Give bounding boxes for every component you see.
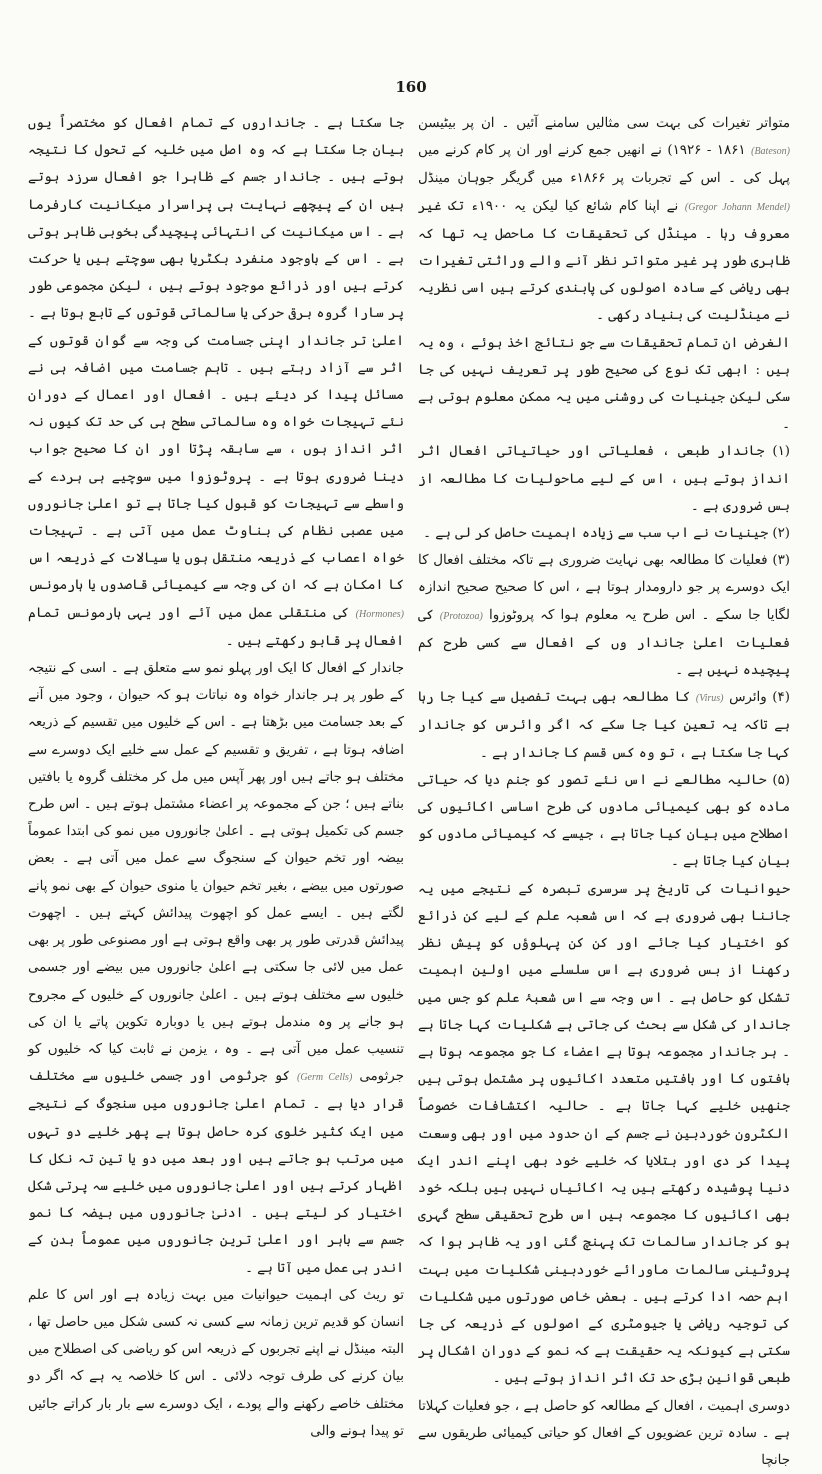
numbered-item: (۲) جینیات نے اب سب سے زیادہ اہمیت حاصل کر لی ہے ۔: [423, 526, 790, 542]
numbered-item: (۵) حالیہ مطالعے نے اس نئے تصور کو جنم دیا کہ حیاتی مادہ کو بھی کیمیائی مادوں کی طرح اساسی اکائیوں کی اصطلاح میں بیان کیا جاتا ہے ، جیسے کہ کیمیائی مادوں کو بیان کیا جاتا ہے ۔: [418, 772, 790, 870]
numbered-item: (۱) جاندار طبعی ، فعلیاتی اور حیاتیاتی افعال اثر انداز ہوتے ہیں ، اس کے لیے ماحولیات کا مطالعہ از بس ضروری ہے ۔: [418, 444, 790, 514]
paragraph: جاندار کے افعال کا ایک اور پہلو نمو سے متعلق ہے ۔ اسی کے نتیجہ کے طور پر ہر جاندار خواہ وہ نباتات ہو کہ حیوان ، وجود میں آنے کے بعد جسامت میں بڑھتا ہے ۔ اس کے خلیوں میں تقسیم کے ذریعہ اضافہ ہوتا ہے ، تفریق و تقسیم کے عمل سے خلیے ایک دوسرے سے مختلف ہو جاتے ہیں اور پھر آپس میں مل کر مختلف گروہ یا بافتیں بناتے ہیں ؛ جن کے مجموعہ پر اعضاء مشتمل ہوتے ہیں ۔ اس طرح جسم کی تکمیل ہوتی ہے ۔ اعلیٰ جانوروں میں نمو کی ابتدا عموماً بیضہ اور تخم حیوان کے سنجوگ سے عمل میں آتی ہے ۔ بعض صورتوں میں بیضے ، بغیر تخم حیوان یا منوی حیوان کے بھی نمو پانے لگتے ہیں ۔ ایسے عمل کو اچھوت پیدائش کہتے ہیں ۔ اچھوت پیدائش قدرتی طور پر بھی واقع ہوتی ہے اور مصنوعی طور پر بھی عمل میں لائی جا سکتی ہے اعلیٰ جانوروں میں بیضے اور جسمی خلیوں سے مختلف ہوتے ہیں ۔ اعلیٰ جانوروں کے خلیوں کے مجروح ہو جانے پر وہ مندمل ہوتے ہیں یا دوبارہ تکوین پاتے یا ان کی تنسیب عمل میں آتی ہے ۔ وہ ، یزمن نے ثابت کیا کہ خلیوں کو جرثومی (Germ Cells) کو جرثومی اور جسمی خلیوں سے مختلف قرار دیا ہے ۔ تمام اعلیٰ جانوروں میں سنجوگ کے نتیجے میں ایک کثیر خلوی کرہ حاصل ہوتا ہے پھر خلیے دو تہوں میں مرتب ہو جاتے ہیں اور بعد میں دو یا تین تہ نکل کا اظہار کرتے ہیں اور اعلیٰ جانوروں میں خلیے سہ پرتی شکل اختیار کر لیتے ہیں ۔ ادنیٰ جانوروں میں بیضہ کا نمو جسم سے باہر اور اعلیٰ ترین جانوروں میں عموماً بدن کے اندر ہی عمل میں آتا ہے ۔: [28, 661, 404, 1276]
english-term: (Virus): [695, 693, 724, 705]
paragraph: دوسری اہمیت ، افعال کے مطالعہ کو حاصل ہے ، جو فعلیات کہلاتا ہے ۔ سادہ ترین عضویوں کے افعال کو حیاتی کیمیائی طریقوں سے جانچا: [418, 1398, 790, 1468]
paragraph: متواتر تغیرات کی بہت سی مثالیں سامنے آئیں ۔ ان پر بیٹیسن (Bateson) ۱۸۶۱ - ۱۹۲۶) نے انھیں جمع کرنے اور ان پر کام کرنے میں پہل کی ۔ اس کے تجربات پر ۱۸۶۶ء میں گریگر جوہان مینڈل (Gregor Johann Mendel) نے اپنا کام شائع کیا لیکن یہ ۱۹۰۰ء تک غیر معروف رہا ۔ مینڈل کی تحقیقات کا ماحصل یہ تھا کہ ظاہری طور پر غیر متواتر نظر آنے والے وراثتی تغیرات بھی ریاضی کے سادہ اصولوں کی پابندی کرتے ہیں اسی نظریہ نے مینڈلیت کی بنیاد رکھی ۔: [418, 116, 791, 324]
english-term: (Bateson): [751, 146, 790, 158]
english-term: (Protozoa): [439, 610, 483, 622]
left-column: [28, 110, 404, 1439]
right-column: [418, 110, 791, 1468]
english-term: (Hormones): [355, 608, 404, 620]
page-number: 160: [395, 78, 427, 96]
numbered-item: (۴) وائرس (Virus) کا مطالعہ بھی بہت تفصیل سے کیا جا رہا ہے تاکہ یہ تعین کیا جا سکے کہ اگر وائرس کو جاندار کہا جا سکتا ہے ، تو وہ کس قسم کا جاندار ہے ۔: [418, 690, 790, 761]
paragraph: الغرض ان تمام تحقیقات سے جو نتائج اخذ ہوئے ، وہ یہ ہیں : ابھی تک نوع کی صحیح طور پر تعریف نہیں کی جا سکی لیکن جینیات کی روشنی میں یہ ممکن معلوم ہوتی ہے ۔: [418, 335, 790, 433]
english-term: (Germ Cells): [297, 1072, 353, 1084]
paragraph: تو ریث کی اہمیت حیوانیات میں بہت زیادہ ہے اور اس کا علم انسان کو قدیم ترین زمانہ سے کسی نہ کسی شکل میں حاصل تھا ، البتہ مینڈل نے اپنے تجربوں کے ذریعہ اس کو ریاضی کی اصطلاح میں بیان کرنے کی طرف توجہ دلائی ۔ اس کا خلاصہ یہ ہے کہ اگر دو مختلف خاصے رکھنے والے پودے ، ایک دوسرے سے بار بار کراتے جائیں تو پیدا ہونے والی: [28, 1287, 404, 1439]
paragraph: جا سکتا ہے ۔ جانداروں کے تمام افعال کو مختصراً یوں بیان جا سکتا ہے کہ وہ اصل میں خلیہ کے تحول کا نتیجہ ہوتے ہیں ۔ جاندار جسم کے ظاہرا جو افعال سرزد ہوتے ہیں ان کے پیچھے نہایت ہی پراسرار میکانیت کارفرما ہے ۔ اس میکانیت کی انتہائی پیچیدگی بخوبی ظاہر ہوتی ہے ۔ اس کے باوجود منفرد بکٹریا بھی سوچتے ہیں یا حرکت کرتے ہیں اور ذرائع موجود ہوتے ہیں ، لیکن مجموعی طور پر سارا گروہ برقی حرکی یا سالماتی قوتوں کے تابع ہوتا ہے ۔ اعلیٰ تر جاندار اپنی جسامت کی وجہ سے گوان قوتوں کے اثر سے آزاد رہتے ہیں ۔ تاہم جسامت میں اضافہ ہی نے مسائل پیدا کر دیئے ہیں ۔ افعال اور اعمال کے دوران نئے تہیجات خواہ وہ سالماتی سطح ہی کی حد تک کیوں نہ اثر انداز ہوں ، سے سابقہ پڑتا اور ان کا صحیح جواب دینا ضروری ہوتا ہے ۔ پروٹوزوا میں سوچیے ہی ہردے کے واسطے سے تہیجات کو قبول کیا جاتا ہے تو اعلیٰ جانوروں میں عصبی نظام کی بناوٹ عمل میں آتی ہے ۔ تہیجات خواہ اعصاب کے ذریعہ منتقل ہوں یا سیالات کے ذریعہ اس کا امکان ہے کہ ان کی وجہ سے کیمیائی قاصدوں یا ہارمونس (Hormones) کی منتقلی عمل میں آئے اور یہی ہارمونس تمام افعال پر قابو رکھتے ہیں ۔: [28, 116, 404, 649]
numbered-item: (۳) فعلیات کا مطالعہ بھی نہایت ضروری ہے تاکہ مختلف افعال کا ایک دوسرے پر جو دارومدار ہوتا ہے ، اس کا صحیح صحیح اندازہ لگایا جا سکے ۔ اس طرح یہ معلوم ہوا کہ پروٹوزوا (Protozoa) کی فعلیات اعلیٰ جاندار وں کے افعال سے کسی طرح کم پیچیدہ نہیں ہے ۔: [418, 553, 791, 679]
paragraph: حیوانیات کی تاریخ پر سرسری تبصرہ کے نتیجے میں یہ جاننا بھی ضروری ہے کہ اس شعبہ علم کے لیے کن ذرائع کو اختیار کیا جائے اور کن کن پہلوؤں کو پیش نظر رکھنا از بس ضروری ہے اس سلسلے میں اولین اہمیت تشکل کو حاصل ہے ۔ اس وجہ سے اس شعبۂ علم کو جس میں جاندار کی شکل سے بحث کی جاتی ہے شکلیات کہا جاتا ہے ۔ ہر جاندار مجموعہ ہوتا ہے اعضاء کا جو مجموعہ ہوتا ہے بافتوں کا اور بافتیں متعدد اکائیوں پر مشتمل ہوتی ہیں جنھیں خلیے کہا جاتا ہے ۔ حالیہ اکتشافات خصوصاً الکٹرون خوردبین نے جسم کے ان حدود میں اور بھی وسعت پیدا کر دی اور بتلایا کہ خلیے خود بھی اپنے اندر ایک دنیا پوشیدہ رکھتے ہیں یہ اکائیاں نہیں ہیں بلکہ خود بھی اکائیوں کا مجموعہ ہیں اس طرح تحقیقی سطح گہری ہو کر جاندار سالمات تک پہنچ گئی اور یہ ظاہر ہوا کہ پروٹینی سالمات ماورائے خوردبینی شکلیات میں بہت اہم حصہ ادا کرتے ہیں ۔ بعض خاص صورتوں میں شکلیات کی توجیہ ریاضی یا جیومٹری کے اصولوں کے ذریعہ کی جا سکتی ہے کیونکہ یہ حقیقت ہے کہ نمو کے دوران اشکال پر طبعی قوانین بڑی حد تک اثر انداز ہوتے ہیں ۔: [418, 881, 790, 1387]
english-term: (Gregor Johann Mendel): [684, 201, 791, 213]
